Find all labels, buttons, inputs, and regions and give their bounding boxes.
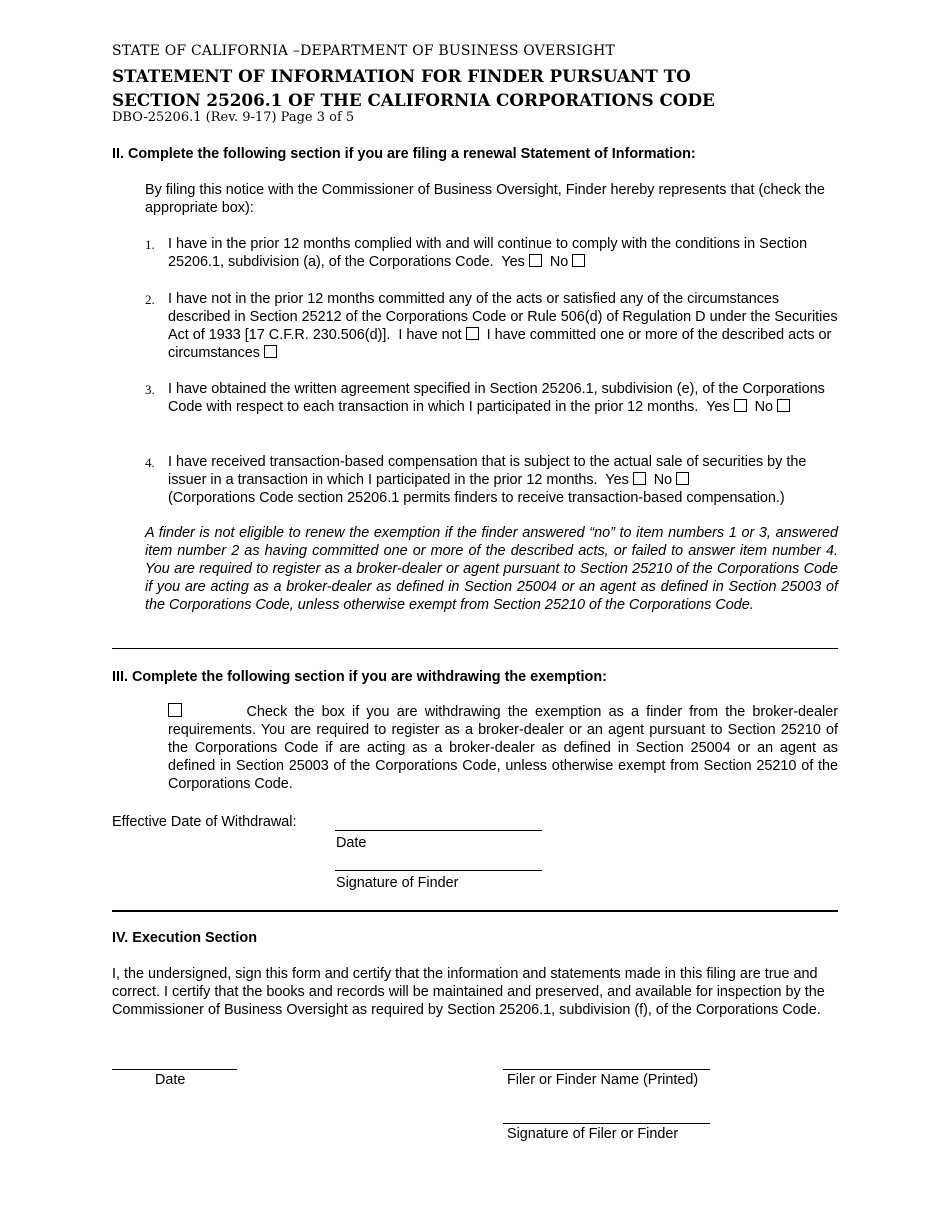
item4-no-label: No xyxy=(653,472,673,488)
item3-no-label: No xyxy=(754,399,773,415)
filer-name-line[interactable] xyxy=(503,1069,710,1070)
item4 xyxy=(168,453,838,507)
item3-yes-label: Yes xyxy=(706,399,730,415)
withdrawal-date-label: Date xyxy=(336,835,367,851)
agency-name: STATE OF CALIFORNIA –DEPARTMENT OF BUSINESS OVERSIGHT xyxy=(112,43,616,59)
form-title-line1: STATEMENT OF INFORMATION FOR FINDER PURSUANT TO xyxy=(112,66,691,86)
finder-signature-label: Signature of Finder xyxy=(336,875,459,891)
item1-no-checkbox[interactable] xyxy=(572,254,585,267)
item1-yes-label: Yes xyxy=(501,254,525,270)
section-divider-thick xyxy=(112,910,838,912)
item4-number: 4. xyxy=(145,455,155,470)
section2-heading: II. Complete the following section if you are filing a renewal Statement of Information: xyxy=(112,146,696,162)
withdrawal-date-line[interactable] xyxy=(335,830,542,831)
item2 xyxy=(168,290,838,362)
item1-text: I have in the prior 12 months complied with and will continue to comply with the conditions in Section 25206.1, subdivision (a), of the Corporations Code. xyxy=(168,236,808,270)
item3-no-checkbox[interactable] xyxy=(777,399,790,412)
item2-committed-checkbox[interactable] xyxy=(264,345,277,358)
form-id: DBO-25206.1 (Rev. 9-17) Page 3 of 5 xyxy=(112,110,355,125)
item1 xyxy=(168,235,833,271)
section4-heading: IV. Execution Section xyxy=(112,930,258,946)
item4-yes-checkbox[interactable] xyxy=(633,472,646,485)
section2-intro: By filing this notice with the Commissioner of Business Oversight, Finder hereby represents that (check the appropriate box): xyxy=(145,182,825,216)
filer-signature-label: Signature of Filer or Finder xyxy=(507,1126,679,1142)
renewal-warning-text: A finder is not eligible to renew the exemption if the finder answered “no” to item numbers 1 or 3, answered item number 2 as having committed one or more of the described acts, or failed to answer item number 4. You are required to register as a broker-dealer or agent pursuant to Section 25210 of the Corporations Code if you are acting as a broker-dealer as defined in Section 25004 or an agent as defined in Section 25003 of the Corporations Code, unless otherwise exempt from Section 25210 of the Corporations Code. xyxy=(145,525,838,613)
item3-text: I have obtained the written agreement specified in Section 25206.1, subdivision (e), of the Corporations Code with respect to each transaction in which I participated in the prior 12 months. xyxy=(168,381,825,415)
section-divider xyxy=(112,648,838,649)
item4-note: (Corporations Code section 25206.1 permits finders to receive transaction-based compensation.) xyxy=(168,490,785,506)
withdraw-text: Check the box if you are withdrawing the exemption as a finder from the broker-dealer requirements. You are required to register as a broker-dealer or an agent pursuant to Section 25210 of the Corporations Code if are acting as a broker-dealer as defined in Section 25004 or an agent as defined in Section 25003 of the Corporations Code, unless otherwise exempt from Section 25210 of the Corporations Code. xyxy=(168,704,838,792)
item2-number: 2. xyxy=(145,292,155,307)
item3-yes-checkbox[interactable] xyxy=(734,399,747,412)
form-title-line2: SECTION 25206.1 OF THE CALIFORNIA CORPORATIONS CODE xyxy=(112,90,715,110)
item4-no-checkbox[interactable] xyxy=(676,472,689,485)
filer-signature-line[interactable] xyxy=(503,1123,710,1124)
execution-statement: I, the undersigned, sign this form and certify that the information and statements made in this filing are true and correct. I certify that the books and records will be maintained and preserved, and available for inspection by the Commissioner of Business Oversight as required by Section 25206.1, subdivision (f), of the Corporations Code. xyxy=(112,966,825,1018)
section3-heading: III. Complete the following section if you are withdrawing the exemption: xyxy=(112,669,607,685)
item1-no-label: No xyxy=(549,254,569,270)
execution-date-label: Date xyxy=(155,1072,186,1088)
item2-not-checkbox[interactable] xyxy=(466,327,479,340)
item2-text: I have not in the prior 12 months committed any of the acts or satisfied any of the circumstances described in Section 25212 of the Corporations Code or Rule 506(d) of Regulation D under the Securities Act of 1933 [17 C.F.R. 230.506(d)]. xyxy=(168,291,838,343)
item4-yes-label: Yes xyxy=(605,472,629,488)
item1-number: 1. xyxy=(145,237,155,252)
withdraw-checkbox[interactable] xyxy=(168,703,182,717)
item3-number: 3. xyxy=(145,382,155,397)
item3 xyxy=(168,380,838,416)
finder-signature-line[interactable] xyxy=(335,870,542,871)
item4-text: I have received transaction-based compensation that is subject to the actual sale of securities by the issuer in a transaction in which I participated in the prior 12 months. xyxy=(168,454,807,488)
filer-name-label: Filer or Finder Name (Printed) xyxy=(507,1072,699,1088)
item2-not-label: I have not xyxy=(398,327,462,343)
execution-date-line[interactable] xyxy=(112,1069,237,1070)
form-title xyxy=(112,64,715,112)
item1-yes-checkbox[interactable] xyxy=(529,254,542,267)
renewal-warning xyxy=(145,524,838,614)
withdraw-block xyxy=(168,703,838,793)
effective-date-label: Effective Date of Withdrawal: xyxy=(112,814,297,830)
item2-committed-label: I have committed one or more of the described acts or circumstances xyxy=(168,327,832,361)
